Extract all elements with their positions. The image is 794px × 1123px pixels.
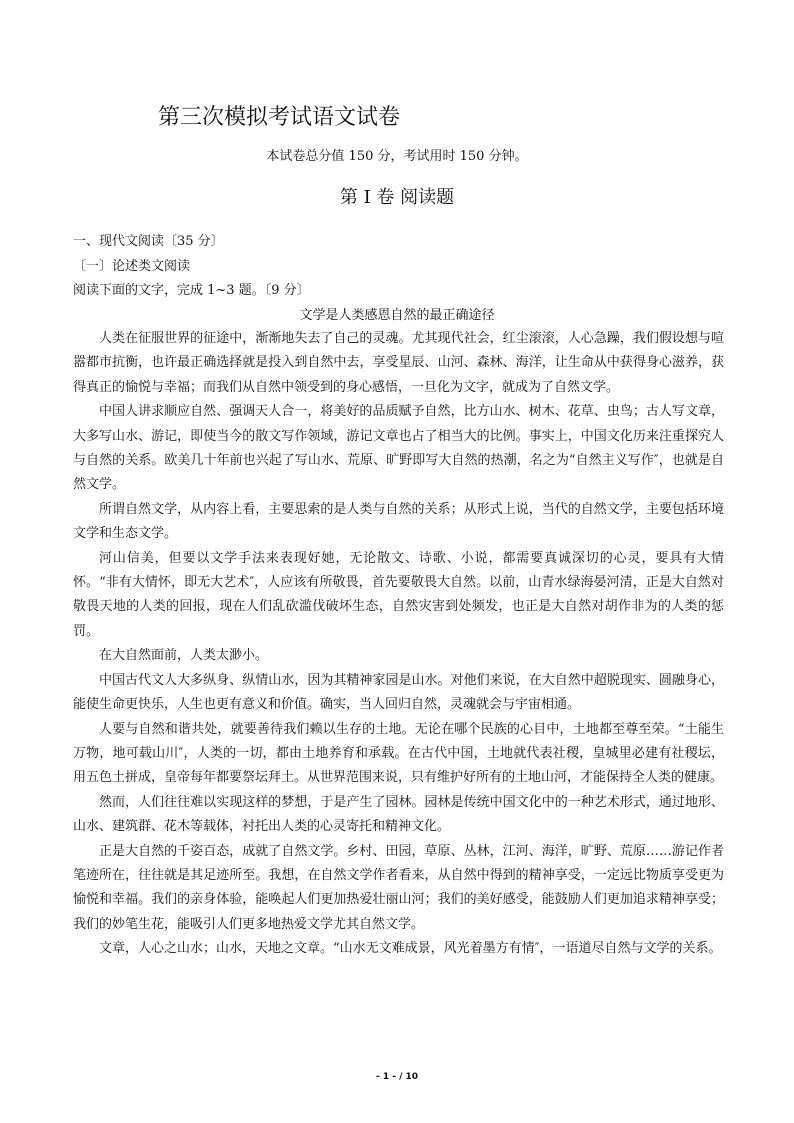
essay-paragraph: 中国古代文人大多纵身、纵情山水，因为其精神家园是山水。对他们来说，在大自然中超脱现实、圆融身心，能使生命更快乐，人生也更有意义和价值。确实，当人回归自然，灵魂就会与宇宙相通。 (73, 672, 724, 713)
page-number: - 1 - / 10 (375, 1072, 419, 1082)
essay-paragraph: 在大自然面前，人类太渺小。 (99, 648, 269, 664)
essay-paragraph: 人要与自然和谐共处，就要善待我们赖以生存的土地。无论在哪个民族的心目中，土地都至尊至荣。“土能生万物，地可载山川″，人类的一切，都由土地养育和承载。在古代中国，土地就代表社稷，皇城里必建有社稷坛，用五色土拼成，皇帝每年都要祭坛拜土。从世界范围来说，只有维护好所有的土地山河，才能保持全人类的健康。 (73, 721, 724, 786)
essay-paragraph: 文章，人心之山水；山水，天地之文章。“山水无文难成景，风光着墨方有情″，一语道尽自然与文学的关系。 (99, 941, 722, 957)
section-heading: 一、现代文阅读〔35 分〕 (73, 234, 224, 249)
essay-body (73, 327, 724, 962)
subsection-heading: 〔一〕论述类文阅读 (73, 259, 191, 274)
essay-title: 文学是人类感恩自然的最正确途径 (299, 308, 495, 323)
essay-paragraph: 正是大自然的千姿百态，成就了自然文学。乡村、田园，草原、丛林，江河、海洋，旷野、荒原……游记作者笔迹所在，往往就是其足迹所至。我想，在自然文学作者看来，从自然中得到的精神享受，一定远比物质享受更为愉悦和幸福。我们的亲身体验，能唤起人们更加热爱壮丽山河；我们的美好感受，能鼓励人们更加追求精神享受；我们的妙笔生花，能吸引人们更多地热爱文学尤其自然文学。 (73, 843, 724, 932)
reading-instruction: 阅读下面的文字，完成 1~3 题。〔9 分〕 (73, 283, 310, 298)
exam-title: 第三次模拟考试语文试卷 (158, 105, 401, 130)
part-title: 第 I 卷 阅读题 (339, 187, 455, 208)
essay-paragraph: 人类在征服世界的征途中，渐渐地失去了自己的灵魂。尤其现代社会，红尘滚滚，人心急躁，我们假设想与喧嚣都市抗衡，也许最正确选择就是投入到自然中去，享受星辰、山河、森林、海洋，让生命从中获得身心滋养，获得真正的愉悦与幸福；而我们从自然中领受到的身心感悟，一旦化为文字，就成为了自然文学。 (73, 331, 724, 395)
essay-paragraph: 所谓自然文学，从内容上看，主要思索的是人类与自然的关系；从形式上说，当代的自然文学，主要包括环境文学和生态文学。 (73, 501, 724, 542)
essay-paragraph: 河山信美，但要以文学手法来表现好她，无论散文、诗歌、小说，都需要真诚深切的心灵，要具有大情怀。“非有大情怀，即无大艺术″，人应该有所敬畏，首先要敬畏大自然。以前，山青水绿海晏河清，正是大自然对敬畏天地的人类的回报，现在人们乱砍滥伐破坏生态，自然灾害到处频发，也正是大自然对胡作非为的人类的惩罚。 (73, 550, 724, 639)
essay-paragraph: 然而，人们往往难以实现这样的梦想，于是产生了园林。园林是传统中国文化中的一种艺术形式，通过地形、山水、建筑群、花木等载体，衬托出人类的心灵寄托和精神文化。 (73, 794, 724, 835)
exam-subtitle: 本试卷总分值 150 分，考试用时 150 分钟。 (266, 149, 528, 164)
essay-paragraph: 中国人讲求顺应自然、强调天人合一，将美好的品质赋予自然，比方山水、树木、花草、虫鸟；古人写文章，大多写山水、游记，即使当今的散文写作领域，游记文章也占了相当大的比例。事实上，中国文化历来注重探究人与自然的关系。欧美几十年前也兴起了写山水、荒原、旷野即写大自然的热潮，名之为“自然主义写作″，也就是自然文学。 (73, 404, 724, 493)
